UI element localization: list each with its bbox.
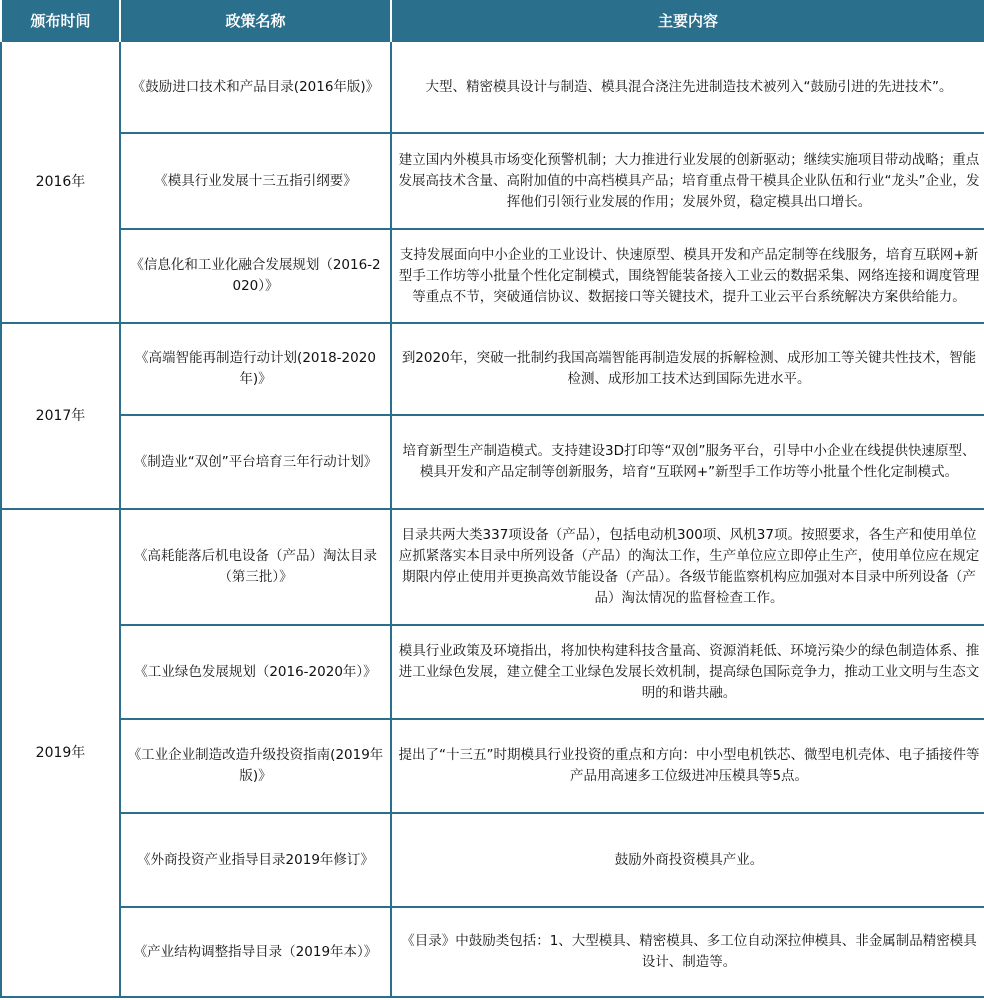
policy-name-cell: 《信息化和工业化融合发展规划（2016-2020）》 (120, 229, 391, 323)
policy-name-cell: 《高端智能再制造行动计划(2018-2020年)》 (120, 323, 391, 415)
table-row (1, 907, 984, 997)
policy-name-cell: 《工业绿色发展规划（2016-2020年）》 (120, 625, 391, 719)
table-row (1, 509, 984, 625)
table-row (1, 625, 984, 719)
table-row (1, 229, 984, 323)
content-cell: 大型、精密模具设计与制造、模具混合浇注先进制造技术被列入“鼓励引进的先进技术”。 (391, 41, 984, 133)
header-main-content: 主要内容 (391, 0, 984, 41)
table-row (1, 813, 984, 907)
content-cell: 支持发展面向中小企业的工业设计、快速原型、模具开发和产品定制等在线服务，培育互联网+新型手工作坊等小批量个性化定制模式，围绕智能装备接入工业云的数据采集、网络连接和调度管理等重点不节，突破通信协议、数据接口等关键技术，提升工业云平台系统解决方案供给能力。 (391, 229, 984, 323)
content-cell: 《目录》中鼓励类包括：1、大型模具、精密模具、多工位自动深拉伸模具、非金属制品精密模具设计、制造等。 (391, 907, 984, 997)
header-row (1, 0, 984, 41)
table-row (1, 415, 984, 509)
policy-name-cell: 《制造业“双创”平台培育三年行动计划》 (120, 415, 391, 509)
content-cell: 目录共两大类337项设备（产品），包括电动机300项、风机37项。按照要求，各生产和使用单位应抓紧落实本目录中所列设备（产品）的淘汰工作，生产单位应立即停止生产，使用单位应在规定期限内停止使用并更换高效节能设备（产品）。各级节能监察机构应加强对本目录中所列设备（产品）淘汰情况的监督检查工作。 (391, 509, 984, 625)
policy-name-cell: 《模具行业发展十三五指引纲要》 (120, 133, 391, 229)
header-policy-name: 政策名称 (120, 0, 391, 41)
content-cell: 培育新型生产制造模式。支持建设3D打印等“双创”服务平台，引导中小企业在线提供快速原型、模具开发和产品定制等创新服务，培育“互联网+”新型手工作坊等小批量个性化定制模式。 (391, 415, 984, 509)
table-row (1, 719, 984, 813)
content-cell: 鼓励外商投资模具产业。 (391, 813, 984, 907)
content-cell: 模具行业政策及环境指出，将加快构建科技含量高、资源消耗低、环境污染少的绿色制造体系、推进工业绿色发展，建立健全工业绿色发展长效机制，提高绿色国际竞争力，推动工业文明与生态文明的和谐共融。 (391, 625, 984, 719)
content-cell: 到2020年，突破一批制约我国高端智能再制造发展的拆解检测、成形加工等关键共性技术，智能检测、成形加工技术达到国际先进水平。 (391, 323, 984, 415)
policy-name-cell: 《外商投资产业指导目录2019年修订》 (120, 813, 391, 907)
year-cell: 2016年 (1, 41, 120, 323)
header-date: 颁布时间 (1, 0, 120, 41)
table-row (1, 41, 984, 133)
policy-name-cell: 《工业企业制造改造升级投资指南(2019年版)》 (120, 719, 391, 813)
table-row (1, 133, 984, 229)
table-row (1, 323, 984, 415)
policy-name-cell: 《产业结构调整指导目录（2019年本）》 (120, 907, 391, 997)
policy-name-cell: 《高耗能落后机电设备（产品）淘汰目录（第三批）》 (120, 509, 391, 625)
content-cell: 建立国内外模具市场变化预警机制；大力推进行业发展的创新驱动；继续实施项目带动战略；重点发展高技术含量、高附加值的中高档模具产品；培育重点骨干模具企业队伍和行业“龙头”企业，发挥他们引领行业发展的作用；发展外贸，稳定模具出口增长。 (391, 133, 984, 229)
year-cell: 2017年 (1, 323, 120, 509)
year-cell: 2019年 (1, 509, 120, 997)
content-cell: 提出了“十三五”时期模具行业投资的重点和方向：中小型电机铁芯、微型电机壳体、电子插接件等产品用高速多工位级进冲压模具等5点。 (391, 719, 984, 813)
policy-name-cell: 《鼓励进口技术和产品目录(2016年版)》 (120, 41, 391, 133)
